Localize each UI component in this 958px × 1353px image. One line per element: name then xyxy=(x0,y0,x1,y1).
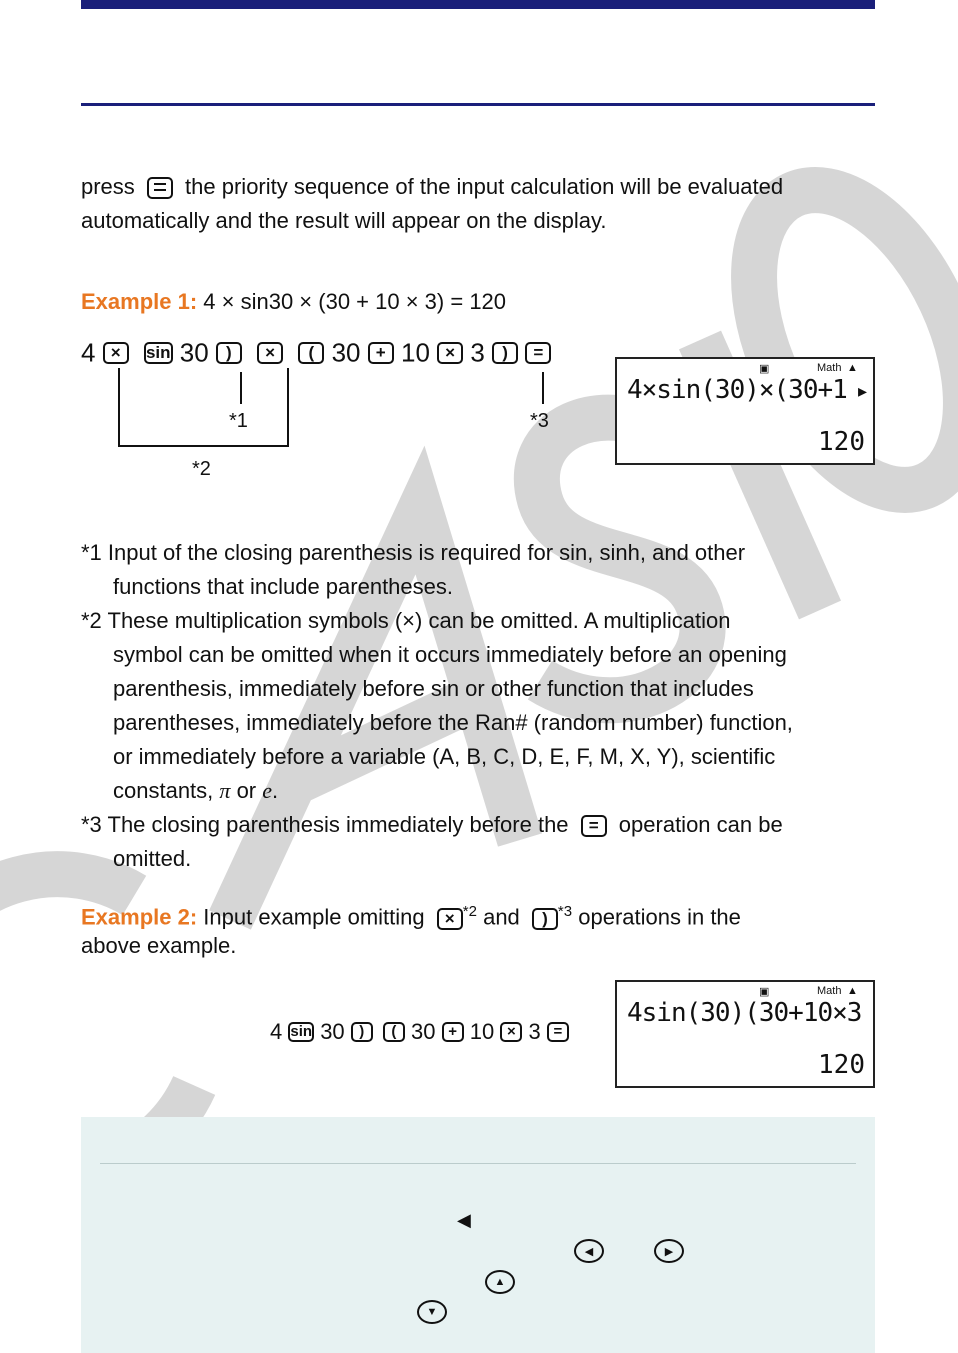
note-2-cont: constants, π or e. xyxy=(113,778,279,803)
digit: 4 xyxy=(270,1019,283,1045)
note-text: constants, xyxy=(113,778,214,803)
equals-key: = xyxy=(525,342,551,364)
close-paren-key: ) xyxy=(492,342,518,364)
equals-key: = xyxy=(547,1022,569,1042)
sin-key: sin xyxy=(145,343,171,363)
mark-2: *2 xyxy=(192,458,211,480)
up-arrow-icon: ▲ xyxy=(847,362,858,374)
digit: 4 xyxy=(81,337,96,368)
note-1: *1 Input of the closing parenthesis is required for sin, sinh, and other xyxy=(81,540,746,565)
math-indicator: Math xyxy=(817,985,842,997)
example2-text: Input example omitting xyxy=(203,904,425,930)
open-paren-key: ( xyxy=(383,1022,405,1042)
digit: 30 xyxy=(320,1019,345,1045)
example2-label: Example 2: xyxy=(81,904,198,930)
up-arrow-icon: ▲ xyxy=(847,985,858,997)
right-cursor-key-icon: ▶ xyxy=(654,1239,684,1263)
note-2-cont: or immediately before a variable (A, B, C, D, E, F, M, X, Y), scientific xyxy=(113,744,776,769)
equals-key xyxy=(147,177,173,199)
intro-text-2: the priority sequence of the input calculation will be evaluated xyxy=(185,174,784,199)
annotation-lines xyxy=(110,368,580,458)
display-result: 120 xyxy=(818,1050,865,1080)
digit: 3 xyxy=(528,1019,541,1045)
note-1-cont: functions that include parentheses. xyxy=(113,574,454,599)
digit: 30 xyxy=(179,337,209,368)
header-bar xyxy=(81,0,875,9)
note-2-cont: parenthesis, immediately before sin or other function that includes xyxy=(113,676,754,701)
e-symbol: e xyxy=(262,778,273,803)
note-text: or xyxy=(236,778,257,803)
left-cursor-key-icon: ◀ xyxy=(574,1239,604,1263)
mark-1: *1 xyxy=(229,410,248,432)
intro-line-2: automatically and the result will appear on the display. xyxy=(81,208,607,233)
times-key: × xyxy=(103,342,129,364)
indicator-icon: ▣ xyxy=(759,363,770,375)
example2-text: operations in the xyxy=(578,904,741,930)
right-arrow-icon: ▸ xyxy=(857,381,867,401)
header-rule xyxy=(81,103,875,106)
digit: 30 xyxy=(411,1019,436,1045)
intro-text: press xyxy=(81,174,135,199)
plus-key: + xyxy=(368,342,394,364)
mark-3: *3 xyxy=(530,410,549,432)
down-cursor-key-icon: ▼ xyxy=(417,1300,447,1324)
example2-line-2: above example. xyxy=(81,933,237,958)
example1-equation: 4 × sin30 × (30 + 10 × 3) = 120 xyxy=(203,289,507,314)
close-paren-key: ) xyxy=(216,342,242,364)
note-text: *3 The closing parenthesis immediately before the xyxy=(81,812,569,837)
sup-2: *2 xyxy=(462,903,477,920)
close-paren-key: ) xyxy=(532,908,558,930)
calculator-display-1 xyxy=(615,357,875,465)
note-2: *2 These multiplication symbols (×) can be omitted. A multiplication xyxy=(81,608,731,633)
notes xyxy=(81,536,793,876)
close-paren-key: ) xyxy=(351,1022,373,1042)
times-key: × xyxy=(437,342,463,364)
times-key: × xyxy=(257,342,283,364)
sup-3: *3 xyxy=(557,903,573,920)
sin-key: sin xyxy=(290,1023,313,1041)
example1-keysequence xyxy=(81,336,551,369)
display-result: 120 xyxy=(818,427,865,457)
example2-text: and xyxy=(483,904,520,930)
digit: 3 xyxy=(470,337,485,368)
times-key: × xyxy=(500,1022,522,1042)
example1-label: Example 1: xyxy=(81,289,198,314)
example2-keysequence xyxy=(270,1018,569,1045)
up-cursor-key-icon: ▲ xyxy=(485,1270,515,1294)
calculator-display-2 xyxy=(615,980,875,1088)
note-3 xyxy=(81,808,793,842)
info-box xyxy=(81,1117,875,1353)
digit: 10 xyxy=(400,337,430,368)
pi-symbol: π xyxy=(219,778,231,803)
note-text: operation can be xyxy=(618,812,783,837)
display-expression: 4sin(30)(30+10×3 xyxy=(627,998,862,1028)
math-indicator: Math xyxy=(817,362,842,374)
indicator-icon: ▣ xyxy=(759,986,770,998)
example1-heading xyxy=(81,285,506,319)
equals-icon xyxy=(152,181,168,193)
note-2-cont: parentheses, immediately before the Ran# (random number) function, xyxy=(113,710,793,735)
digit: 30 xyxy=(331,337,361,368)
open-paren-key: ( xyxy=(298,342,324,364)
note-2-cont: symbol can be omitted when it occurs immediately before an opening xyxy=(113,642,787,667)
left-triangle-icon: ◀ xyxy=(457,1210,471,1230)
info-box-rule xyxy=(100,1163,856,1164)
plus-key: + xyxy=(442,1022,464,1042)
note-3-cont: omitted. xyxy=(113,846,192,871)
equals-key: = xyxy=(581,815,607,837)
times-key: × xyxy=(437,908,463,930)
intro-line-1 xyxy=(81,170,783,204)
display-expression: 4×sin(30)×(30+1 xyxy=(627,375,847,405)
digit: 10 xyxy=(469,1019,495,1045)
